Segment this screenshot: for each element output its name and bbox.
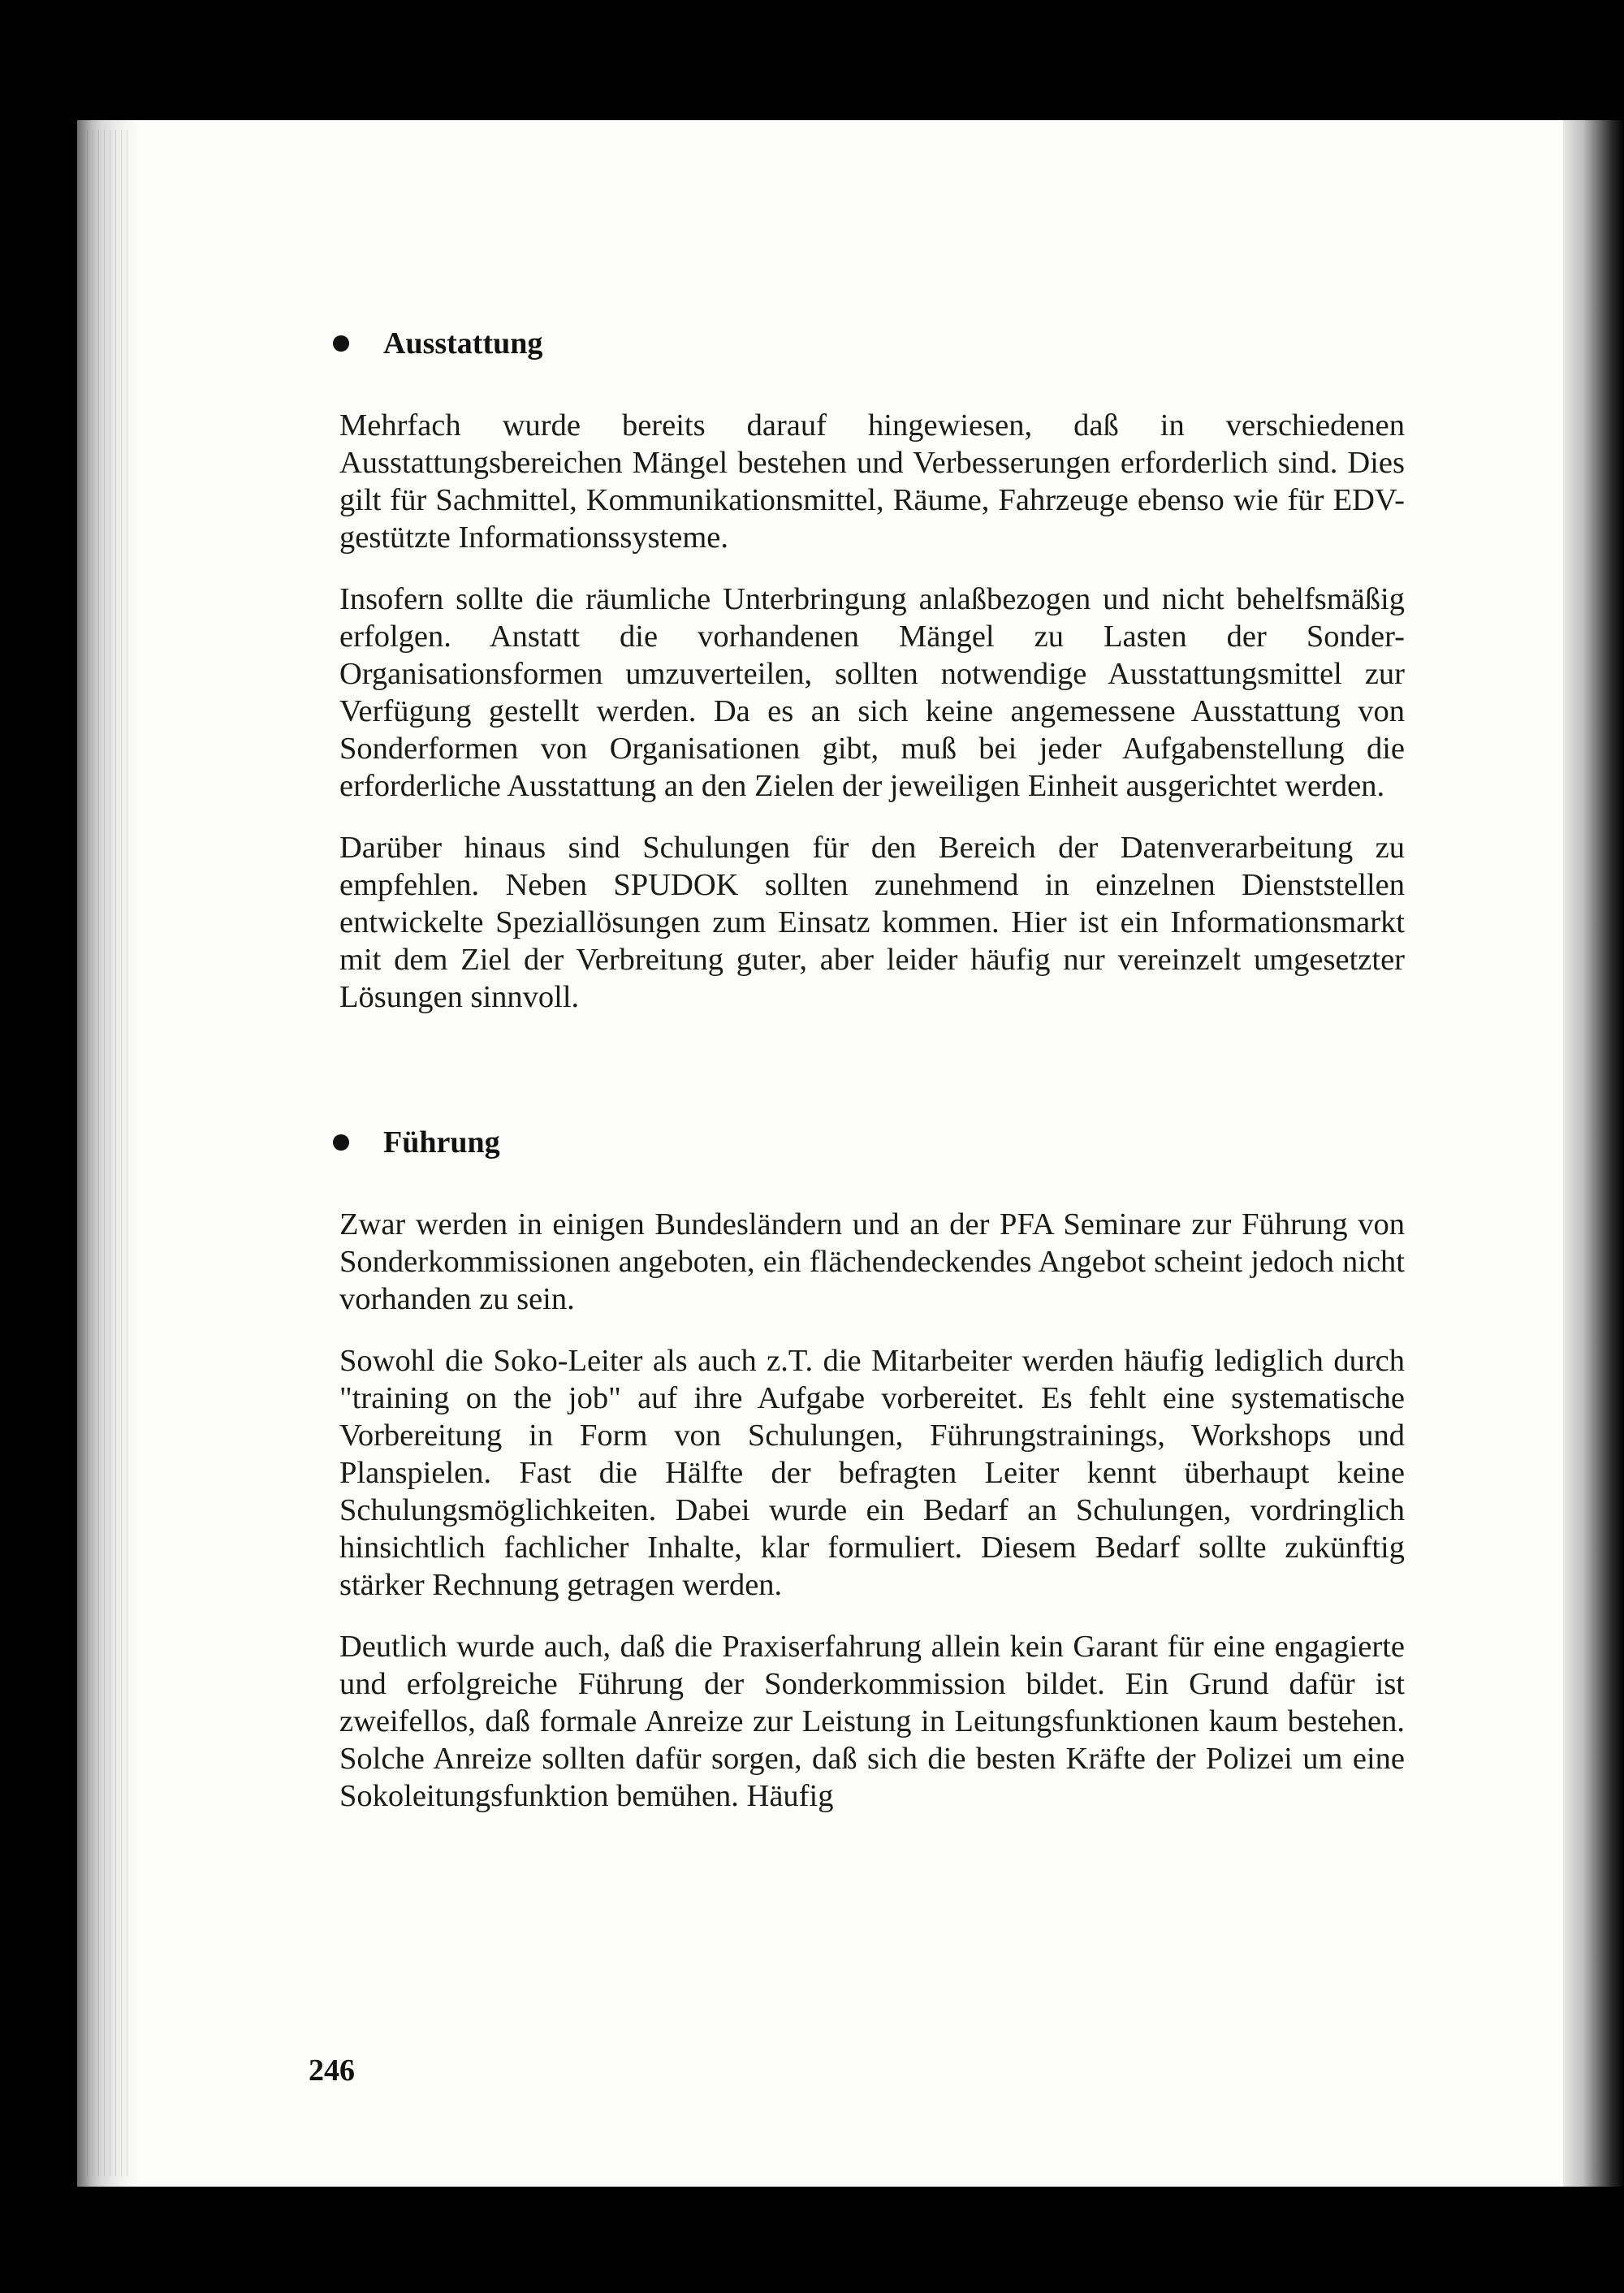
section-heading-ausstattung — [333, 321, 1405, 366]
paragraph: Deutlich wurde auch, daß die Praxiserfahrung allein kein Garant für eine engagierte und erfolgreiche Führung der Sonderkommission bildet. Ein Grund dafür ist zweifellos, daß formale Anreize zur Leistung in Leitungsfunktionen kaum bestehen. Solche Anreize sollten dafür sorgen, daß sich die besten Kräfte der Polizei um eine Sokoleitungsfunktion bemühen. Häufig — [339, 1630, 1405, 1813]
bullet-icon — [333, 1134, 349, 1151]
section-heading-fuehrung — [333, 1120, 1405, 1165]
page-content — [339, 321, 1405, 1815]
section-heading-text: Ausstattung — [383, 326, 543, 361]
paragraph: Sowohl die Soko-Leiter als auch z.T. die Mitarbeiter werden häufig lediglich durch "training on the job" auf ihre Aufgabe vorbereitet. Es fehlt eine systematische Vorbereitung in Form von Schulungen, Führungstrainings, Workshops und Planspielen. Fast die Hälfte der befragten Leiter kennt überhaupt keine Schulungsmöglichkeiten. Dabei wurde ein Bedarf an Schulungen, vordringlich hinsichtlich fachlicher Inhalte, klar formuliert. Diesem Bedarf sollte zukünftig stärker Rechnung getragen werden. — [339, 1344, 1405, 1602]
paragraph: Insofern sollte die räumliche Unterbringung anlaßbezogen und nicht behelfsmäßig erfolgen. Anstatt die vorhandenen Mängel zu Lasten der Sonder-Organisationsformen umzuverteilen, sollten notwendige Ausstattungsmittel zur Verfügung gestellt werden. Da es an sich keine angemessene Ausstattung von Sonderformen von Organisationen gibt, muß bei jeder Aufgabenstellung die erforderliche Ausstattung an den Zielen der jeweiligen Einheit ausgerichtet werden. — [339, 582, 1405, 803]
bullet-icon — [333, 335, 349, 352]
paragraph: Darüber hinaus sind Schulungen für den Bereich der Datenverarbeitung zu empfehlen. Neben SPUDOK sollten zunehmend in einzelnen Dienststellen entwickelte Speziallösungen zum Einsatz kommen. Hier ist ein Informationsmarkt mit dem Ziel der Verbreitung guter, aber leider häufig nur vereinzelt umgesetzter Lösungen sinnvoll. — [339, 831, 1405, 1014]
page-edge-stack — [81, 130, 130, 2176]
paragraph: Mehrfach wurde bereits darauf hingewiesen, daß in verschiedenen Ausstattungsbereichen Mängel bestehen und Verbesserungen erforderlich sind. Dies gilt für Sachmittel, Kommunikationsmittel, Räume, Fahrzeuge ebenso wie für EDV-gestützte Informationssysteme. — [339, 408, 1405, 555]
paragraph: Zwar werden in einigen Bundesländern und an der PFA Seminare zur Führung von Sonderkommissionen angeboten, ein flächendeckendes Angebot scheint jedoch nicht vorhanden zu sein. — [339, 1207, 1405, 1316]
section-heading-text: Führung — [383, 1125, 500, 1159]
page-number: 246 — [309, 2053, 355, 2088]
page-right-shadow — [1563, 120, 1624, 2187]
